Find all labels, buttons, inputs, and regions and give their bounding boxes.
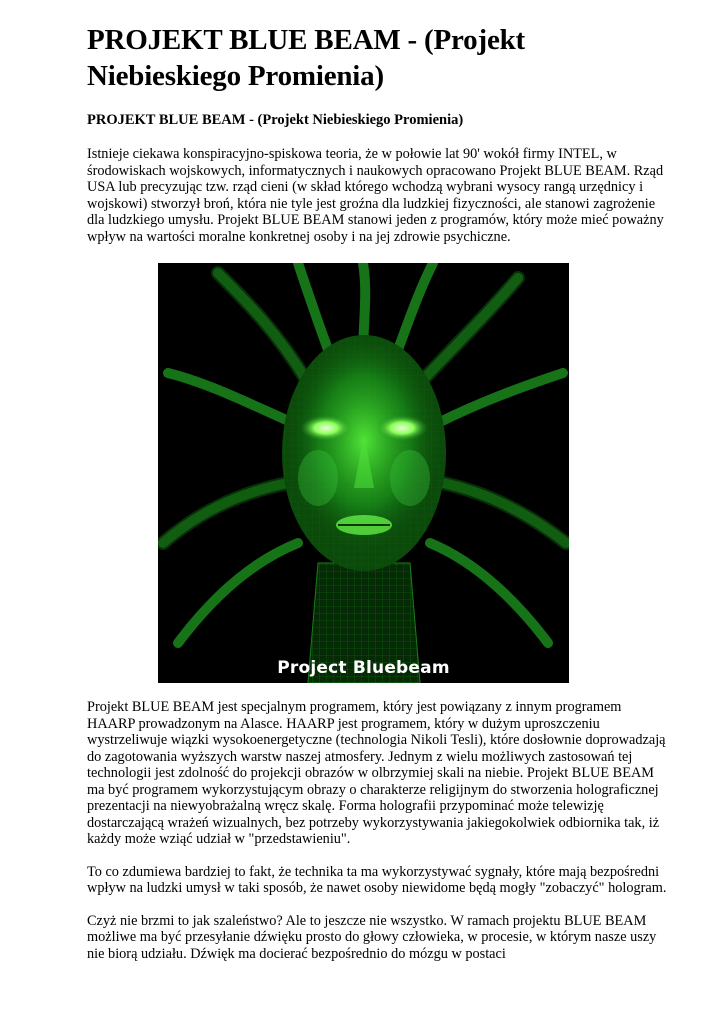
- figure-caption: Project Bluebeam: [277, 658, 450, 678]
- bluebeam-figure: [158, 263, 569, 683]
- paragraph-sound: Czyż nie brzmi to jak szaleństwo? Ale to jeszcze nie wszystko. W ramach projektu BLUE BEAM możliwe ma być przesyłanie dźwięku prosto do głowy człowieka, w procesie, w którym nasze uszy nie biorą udziału. Dźwięk ma docierać bezpośrednio do mózgu w postaci: [87, 912, 657, 962]
- paragraph-haarp: Projekt BLUE BEAM jest specjalnym programem, który jest powiązany z innym programem HAARP prowadzonym na Alasce. HAARP jest programem, który w dużym uproszczeniu wystrzeliwuje wiązki wysokoenergetyczne (technologia Nikoli Tesli), które dosłownie doprowadzają do zagotowania wyższych warstw naszej atmosfery. Jednym z wielu możliwych zastosowań tej technologii jest zdolność do projekcji obrazów w olbrzymiej skali na niebie. Projekt BLUE BEAM ma być programem wykorzystującym obrazy o charakterze religijnym do stworzenia holograficznej prezentacji na niewyobrażalną wręcz skalę. Forma holografii przypominać może telewizję dostarczającą wrażeń wizualnych, bez potrzeby wykorzystywania jakiegokolwiek odbiornika tak, iż każdy może wziąć udział w "przedstawieniu".: [87, 699, 666, 847]
- paragraph-hologram: To co zdumiewa bardziej to fakt, że technika ta ma wykorzystywać sygnały, które mają bezpośredni wpływ na ludzki umysł w taki sposób, że nawet osoby niewidome będą mogły "zobaczyć" hologram.: [87, 863, 667, 896]
- document-page: [87, 22, 667, 962]
- document-title: PROJEKT BLUE BEAM - (Projekt Niebieskiego Promienia): [87, 24, 525, 92]
- paragraph-intro: Istnieje ciekawa konspiracyjno-spiskowa teoria, że w połowie lat 90' wokół firmy INTEL, w środowiskach wojskowych, informatycznych i naukowych opracowano Projekt BLUE BEAM. Rząd USA lub precyzując tzw. rząd cieni (w skład którego wchodzą wybrani wysocy rangą urzędnicy i wojskowi) stworzył broń, która nie tyle jest groźna dla ludzkiej fizyczności, ale stanowi zagrożenie dla ludzkiego umysłu. Projekt BLUE BEAM stanowi jeden z programów, który może mieć poważny wpływ na wartości moralne konkretnej osoby i na jej zdrowie psychiczne.: [87, 146, 664, 245]
- document-subtitle: PROJEKT BLUE BEAM - (Projekt Niebieskiego Promienia): [87, 112, 464, 128]
- wireframe-face-icon: [158, 263, 569, 683]
